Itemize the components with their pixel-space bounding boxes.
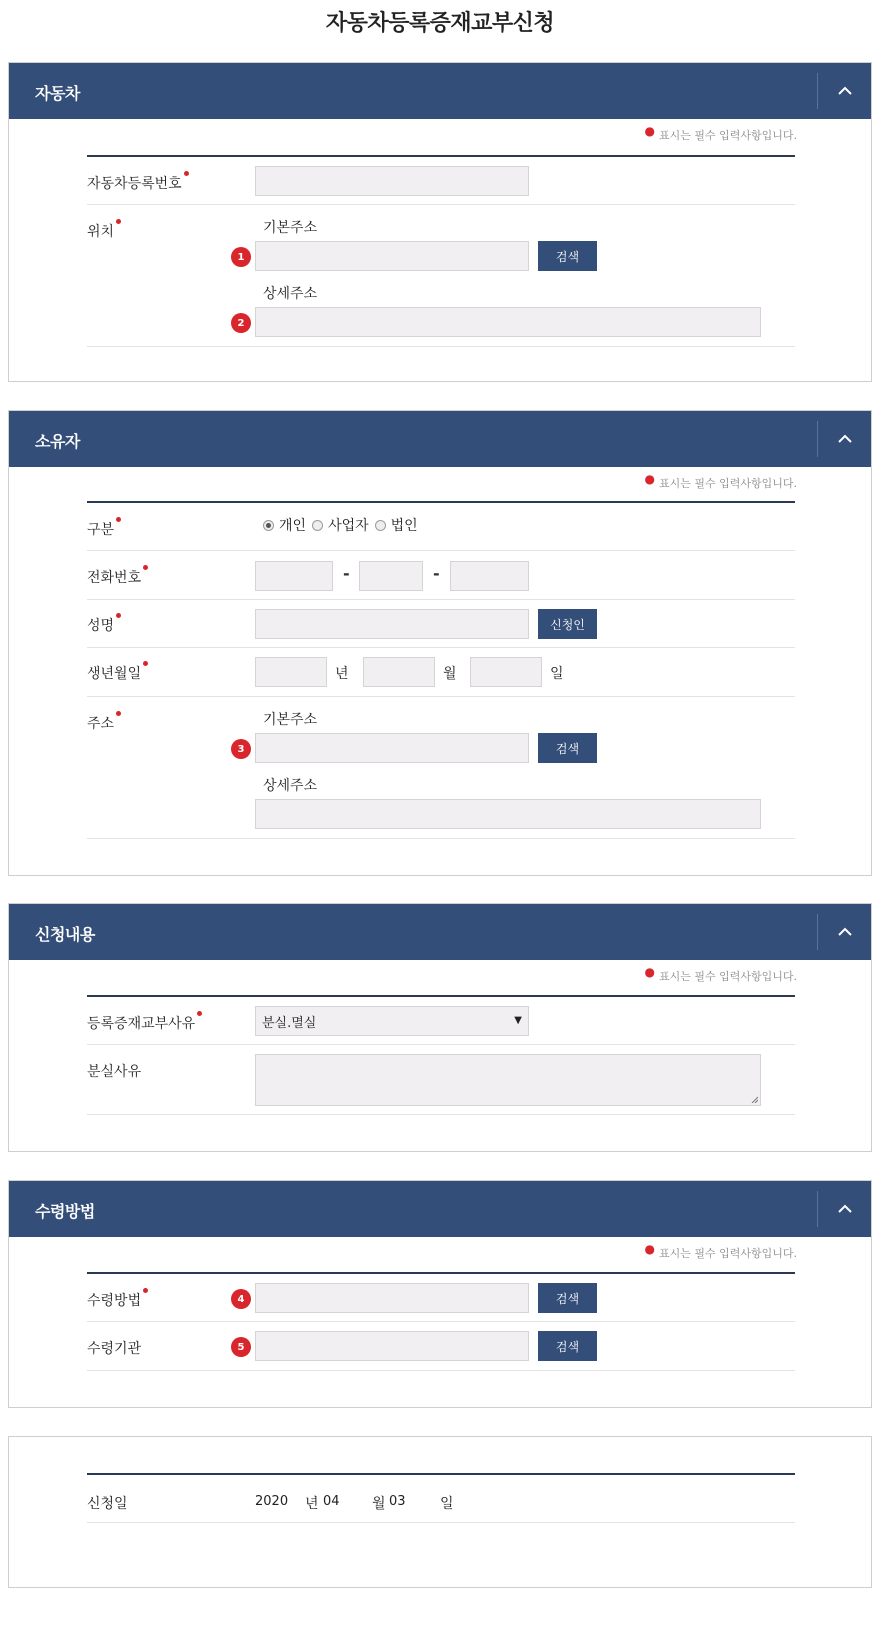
date-year-unit: 년: [305, 1496, 319, 1512]
section-vehicle: [8, 62, 872, 382]
reason-label: 등록증재교부사유: [87, 1013, 202, 1033]
row-receipt-agency: [87, 1322, 795, 1371]
badge-3: 3: [231, 739, 251, 759]
page-title: 자동차등록증재교부신청: [325, 11, 555, 36]
required-dot-icon: ●: [644, 472, 655, 486]
detail-address-label: 상세주소: [263, 286, 318, 302]
detail-address-label: 상세주소: [263, 778, 318, 794]
collapse-toggle-button[interactable]: [817, 1191, 871, 1227]
applicant-button[interactable]: 신청인: [538, 609, 597, 639]
row-phone: [87, 551, 795, 600]
owner-address-search-button[interactable]: 검색: [538, 733, 597, 763]
address-search-button[interactable]: 검색: [538, 241, 597, 271]
required-dot-icon: [184, 171, 189, 176]
phone-part1-input[interactable]: [255, 561, 333, 591]
section-title: 자동차: [35, 84, 80, 103]
required-dot-icon: [143, 661, 148, 666]
basic-address-label: 기본주소: [263, 220, 318, 236]
loss-reason-label: 분실사유: [87, 1064, 142, 1080]
phone-part3-input[interactable]: [450, 561, 529, 591]
date-month-unit: 월: [372, 1496, 386, 1512]
receipt-method-label: 수령방법: [87, 1290, 148, 1310]
row-type: [87, 503, 795, 551]
address-label: 주소: [87, 713, 121, 733]
required-note: ● 표시는 필수 입력사항입니다.: [644, 1242, 797, 1260]
badge-4: 4: [231, 1289, 251, 1309]
chevron-up-icon: [837, 1204, 853, 1214]
owner-form: [87, 501, 795, 839]
required-note: ● 표시는 필수 입력사항입니다.: [644, 124, 797, 142]
row-birth: [87, 648, 795, 697]
type-radio-group: [263, 515, 424, 535]
date-day: 03: [389, 1494, 406, 1509]
receipt-method-search-button[interactable]: 검색: [538, 1283, 597, 1313]
date-day-unit: 일: [440, 1496, 454, 1512]
name-input[interactable]: [255, 609, 529, 639]
required-dot-icon: [197, 1011, 202, 1016]
collapse-toggle-button[interactable]: [817, 73, 871, 109]
radio-button[interactable]: [375, 520, 386, 531]
row-address: [87, 697, 795, 839]
phone-separator: -: [343, 564, 350, 583]
radio-button[interactable]: [263, 520, 274, 531]
badge-1: 1: [231, 247, 251, 267]
year-unit: 년: [335, 666, 349, 682]
birth-month-input[interactable]: [363, 657, 435, 687]
day-unit: 일: [550, 666, 564, 682]
row-reason: [87, 997, 795, 1045]
phone-separator: -: [433, 564, 440, 583]
vehicle-form: [87, 155, 795, 347]
badge-5: 5: [231, 1337, 251, 1357]
reg-number-input[interactable]: [255, 166, 529, 196]
chevron-up-icon: [837, 927, 853, 937]
radio-button[interactable]: [312, 520, 323, 531]
location-label: 위치: [87, 221, 121, 241]
date-year: 2020: [255, 1494, 289, 1509]
required-dot-icon: ●: [644, 965, 655, 979]
required-note: ● 표시는 필수 입력사항입니다.: [644, 965, 797, 983]
date-month: 04: [323, 1494, 340, 1509]
phone-part2-input[interactable]: [359, 561, 423, 591]
receipt-agency-label: 수령기관: [87, 1341, 142, 1357]
required-dot-icon: ●: [644, 124, 655, 138]
application-form: [87, 995, 795, 1115]
radio-option-corporation[interactable]: 법인: [375, 515, 418, 535]
section-owner: [8, 410, 872, 876]
section-title: 수령방법: [35, 1202, 95, 1221]
required-dot-icon: [116, 613, 121, 618]
section-title: 소유자: [35, 432, 80, 451]
collapse-toggle-button[interactable]: [817, 914, 871, 950]
loss-reason-textarea[interactable]: [255, 1054, 761, 1106]
required-dot-icon: [143, 565, 148, 570]
receipt-form: [87, 1272, 795, 1371]
section-header: [9, 1181, 871, 1237]
section-application: [8, 903, 872, 1152]
row-receipt-method: [87, 1274, 795, 1322]
dropdown-arrow-icon: ▼: [514, 1015, 522, 1026]
section-header: [9, 904, 871, 960]
receipt-agency-search-button[interactable]: 검색: [538, 1331, 597, 1361]
row-name: [87, 600, 795, 648]
phone-label: 전화번호: [87, 567, 148, 587]
application-date-label: 신청일: [87, 1496, 128, 1512]
required-dot-icon: ●: [644, 1242, 655, 1256]
badge-2: 2: [231, 313, 251, 333]
month-unit: 월: [443, 666, 457, 682]
section-date: [8, 1436, 872, 1588]
resize-grip-icon[interactable]: [750, 1095, 758, 1103]
name-label: 성명: [87, 615, 121, 635]
receipt-agency-input[interactable]: [255, 1331, 529, 1361]
required-dot-icon: [116, 219, 121, 224]
row-reg-number: [87, 157, 795, 205]
required-dot-icon: [116, 517, 121, 522]
radio-option-business[interactable]: 사업자: [312, 515, 369, 535]
birth-label: 생년월일: [87, 663, 148, 683]
section-header: [9, 63, 871, 119]
owner-basic-address-input[interactable]: [255, 733, 529, 763]
reg-number-label: 자동차등록번호: [87, 173, 189, 193]
birth-year-input[interactable]: [255, 657, 327, 687]
basic-address-label: 기본주소: [263, 712, 318, 728]
required-dot-icon: [143, 1288, 148, 1293]
birth-day-input[interactable]: [470, 657, 542, 687]
chevron-up-icon: [837, 434, 853, 444]
row-loss-reason: [87, 1045, 795, 1115]
collapse-toggle-button[interactable]: [817, 421, 871, 457]
section-header: [9, 411, 871, 467]
receipt-method-input[interactable]: [255, 1283, 529, 1313]
basic-address-input[interactable]: [255, 241, 529, 271]
reason-select[interactable]: 분실.멸실 ▼: [255, 1006, 529, 1036]
chevron-up-icon: [837, 86, 853, 96]
section-title: 신청내용: [35, 925, 95, 944]
row-application-date: [87, 1475, 795, 1523]
type-label: 구분: [87, 519, 121, 539]
required-dot-icon: [116, 711, 121, 716]
date-form: [87, 1473, 795, 1523]
detail-address-input[interactable]: [255, 307, 761, 337]
row-location: [87, 205, 795, 347]
required-note: ● 표시는 필수 입력사항입니다.: [644, 472, 797, 490]
owner-detail-address-input[interactable]: [255, 799, 761, 829]
section-receipt: [8, 1180, 872, 1408]
radio-option-individual[interactable]: 개인: [263, 515, 306, 535]
